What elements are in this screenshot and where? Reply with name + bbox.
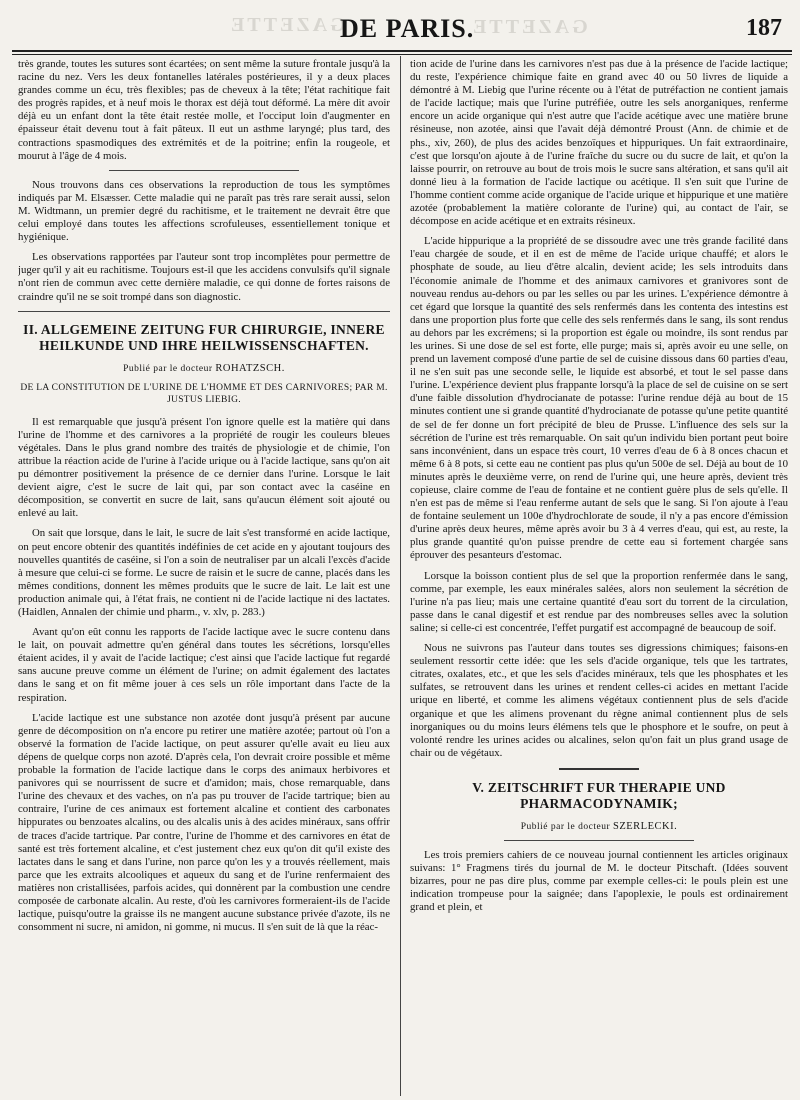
paragraph: tion acide de l'urine dans les carnivores n'est pas due à la présence de l'acide lactique; du reste, l'expérience chimique faite en grand avec 40 ou 50 livres de liquide a démontré à M. Liebig que l'urine récente ou à l'état de putréfaction ne contient jamais de l'acide lactique; mais que l'urine putréfiée, outre les sels anorganiques, renferme encore un acide organique qui n'est autre que l'acide acétique avec une matière brune résineuse, non azotée, ainsi que l'avait déjà démontré Proust (Ann. de chimie et de phs., xiv, 260), de plus des acides benzoïques et hippuriques. Un fait extraordinaire, c'est que lorsqu'on ajoute à de l'urine fraîche du sucre ou du sucre de lait, et qu'on la laisse pourrir, on retrouve au bout de trois mois le sucre sans altération, et sans qu'il ait donné lieu à la formation de l'acide lactique ou acétique. Il s'en suit que l'urine de l'homme contient comme acide organique de l'acide urique et hippurique et une matière azotée (probablement la matière colorante de l'urine) qui, au contact de l'air, se décompose en acide acétique et en extraits résineux. — [410, 58, 788, 228]
left-column — [18, 58, 390, 1098]
paragraph: Il est remarquable que jusqu'à présent l'on ignore quelle est la matière qui dans l'urine de l'homme et des carnivores a la propriété de rougir les couleurs bleues végétales. Dans le plus grand nombre des traités de physiologie et de chimie, l'on attribue la réaction acide de l'urine à l'acide urique ou à l'acide lactique, sans qu'on ait pu démontrer positivement la présence de ce dernier dans l'urine. Lorsque le lait devient aigre, c'est le sucre de lait qui, par son contact avec la caséine en décomposition, se convertit en sucre de lait, sans qu'aucun élément soit ajouté ou enlevé au lait. — [18, 415, 390, 520]
byline — [410, 820, 788, 834]
paragraph: On sait que lorsque, dans le lait, le sucre de lait s'est transformé en acide lactique, on peut encore obtenir des quantités indéfinies de cet acide en y ajoutant toujours des nouvelles quantités de caséine, si l'on a soin de neutraliser par un alcali l'excès d'acide à mesure que celui-ci se forme. Le sucre de raisin et le sucre de canne, placés dans les mêmes conditions, donnent les mêmes produits que le sucre de lait. Le lait est une production animale qui, à l'état frais, ne contient ni de l'acide lactique ni des lactates. (Haidlen, Annalen der chimie und pharm., v. xlv, p. 283.) — [18, 527, 390, 618]
header-rule-thin — [12, 54, 792, 55]
byline-author: ROHATZSCH. — [215, 362, 285, 374]
separator-rule — [504, 840, 694, 841]
byline-author: SZERLECKI. — [613, 820, 678, 832]
article-heading: DE LA CONSTITUTION DE L'URINE DE L'HOMME ET DES CARNIVORES; PAR M. JUSTUS LIEBIG. — [20, 382, 388, 405]
bleed-through-text: GAZETTE — [228, 14, 346, 36]
separator-rule — [559, 768, 639, 770]
paragraph: très grande, toutes les sutures sont écartées; on sent même la suture frontale jusqu'à la racine du nez. Vers les deux fontanelles latérales postérieures, il y a deux places grandes comme un écu, très flexibles; pas de cheveux à la tête; l'état rachitique fait des progrès rapides, et à neuf mois le thorax est déjà tout déformé. La mère dit avoir déjà eu un enfant dont la tête était restée molle, et l'occiput loin d'augmenter en épaisseur était devenu tout à fait pâteux. Il eut un asthme laryngé; plus tard, des contractions spasmodiques des extrémités et de la poitrine; enfin la rougeole, et mourut à l'âge de 4 mois. — [18, 58, 390, 162]
page-header — [0, 0, 800, 43]
paragraph: Nous ne suivrons pas l'auteur dans toutes ses digressions chimiques; faisons-en seulement ressortir cette idée: que les sels d'acide organique, tels que les tartrates, citrates, oxalates, etc., et que les sels d'acides minéraux, tels que les phosphates et les sulfates, se retrouvent dans les urines et rendent celles-ci acides en mettant l'acide urique en liberté, et comme les alimens végétaux contiennent plus de sels d'acide organique et que les alimens provenant du règne animal contiennent plus de sels inorganiques ou du moins leurs élémens tels que le phosphore et le soufre, on peut à volonté rendre les urines acides ou alcalines, selon qu'on fait un plus grand usage de chair ou de végétaux. — [410, 642, 788, 759]
paragraph: Les trois premiers cahiers de ce nouveau journal contiennent les articles originaux suivans: 1° Fragmens tirés du journal de M. le docteur Pitschaft. (Idées souvent bizarres, pour ne pas dire plus, comme par exemple celles-ci: le pouls plein est une indication trompeuse pour la saignée; dans l'apoplexie, le pouls est ordinairement grand et plein, et — [410, 848, 788, 914]
byline — [18, 362, 390, 376]
paragraph: Lorsque la boisson contient plus de sel que la proportion renfermée dans le sang, comme, par exemple, les eaux minérales salées, alors non seulement la sécrétion de l'urine n'a pas lieu; mais une certaine quantité d'eau sort du torrent de la circulation, passe dans le canal digestif et est rendue par des nombreuses selles avec la solution saline; si celle-ci est concentrée, l'effet purgatif est accompagné de beaucoup de soif. — [410, 569, 788, 634]
masthead-title: DE PARIS. — [340, 14, 475, 43]
section-title: V. ZEITSCHRIFT FUR THERAPIE UND PHARMACODYNAMIK; — [472, 779, 726, 811]
right-column — [410, 58, 788, 1098]
paragraph: Avant qu'on eût connu les rapports de l'acide lactique avec le sucre contenu dans le lait, on pouvait admettre qu'en général dans toutes les sécrétions, lorsqu'elles étaient acides, il y avait de l'acide lactique; c'est ainsi que l'acide lactique fut regardé sans aucune preuve comme un élément de l'urine; on admit également des lactates dans le sang et on fit même jouer à ces sels un rôle important dans l'acte de la respiration. — [18, 626, 390, 704]
paragraph: Nous trouvons dans ces observations la reproduction de tous les symptômes indiqués par M. Elsæsser. Cette maladie qui ne paraît pas très rare serait aussi, selon M. Widtmann, un premier degré du rachitisme, et le traitement ne devrait être que celui employé dans toutes les affections scrofuleuses, essentiellement tonique et hygiénique. — [18, 178, 390, 244]
header-rule — [12, 50, 792, 52]
byline-prefix: Publié par le docteur — [520, 821, 614, 832]
column-divider — [400, 56, 401, 1096]
bleed-through-text: GAZETTE — [470, 16, 588, 38]
byline-prefix: Publié par le docteur — [123, 363, 216, 374]
section-title: II. ALLGEMEINE ZEITUNG FUR CHIRURGIE, INNERE HEILKUNDE UND IHRE HEILWISSENSCHAFTEN. — [23, 321, 385, 353]
paragraph: Les observations rapportées par l'auteur sont trop incomplètes pour permettre de juger qu'il y ait eu rachitisme. Toujours est-il que les accidens convulsifs qu'il signale n'ont rien de commun avec cette dernière maladie, ce qui donne de fortes raisons de craindre qu'il ne se soit trompé dans son diagnostic. — [18, 251, 390, 303]
separator-rule — [109, 170, 299, 171]
page-number: 187 — [746, 15, 782, 41]
separator-rule — [18, 311, 390, 312]
paragraph: L'acide hippurique a la propriété de se dissoudre avec une très grande facilité dans l'eau chargée de soude, et il en est de même de l'acide urique chauffé; et alors le phosphate de soude, au lieu d'être alcalin, devient acide; les sels introduits dans l'économie animale de l'homme et des animaux carnivores et granivores sont de nouveau rendus au-dehors ou par les selles ou par les urines. L'expérience démontre à cet égard que lorsque la quantité des sels renfermés dans les contenta des intestins est dans une proportion plus forte que celle des sels renfermés dans le sang, ils sont rendus au dehors par les excrémens; si la proportion est égale ou moindre, ils sont rendus par les urines. Si une dose de sel est forte, elle purge; mais si, après avoir eu une selle, on prend un lavement composé d'une partie de sel de cuisine dissous dans 60 parties d'eau, il ne s'en suit pas une seconde selle, le liquide est absorbé, et tout le sel passe dans l'urine. L'expérience devient plus frappante lorsqu'à la place de sel de cuisine on se sert d'une faible dissolution d'hydrocianate de potasse: l'urine rendue déjà au bout de 15 minutes contient une si grande quantité d'hydrocianate de potasse qu'une petite quantité de sel de fer donne un fort précipité de bleu de Prusse. L'influence des sels sur la sécrétion de l'urine est très remarquable. On sait qu'un individu bien portant peut boire sans inconvénient, dans un espace très court, 10 verres d'eau de 6 à 8 onces chacun et même 6 à 8 pots, si cette eau ne contient pas plus qu'un 500e de sel. Déjà au bout de 10 minutes après le deuxième verre, on rend de l'urine qui, une heure après, devient très copieuse, claire comme de l'eau de fontaine et ne contient guère plus de sels qu'elle. Il n'en est pas de même si l'eau renferme autant de sels que le sang. Si l'on ajoute à l'eau de fontaine seulement un 100e d'hydrochlorate de soude, il n'y a pas encore d'émission d'urine après deux heures, même après avoir bu 3 à 4 verres d'eau, qui est, au reste, la plus grande quantité qu'on puisse prendre de cette eau si fortement chargée sans éprouver des pesanteurs d'estomac. — [410, 235, 788, 562]
paragraph: L'acide lactique est une substance non azotée dont jusqu'à présent par aucune genre de décomposition on n'a encore pu retirer une matière azotée; partout où l'on a observé la formation de l'acide lactique, on peut assurer qu'elle avait eu lieu aux dépens de quelque corps non azoté. D'après cela, l'on devrait croire possible et même probable la formation de l'acide lactique dans le corps des animaux herbivores et panivores qui se nourrissent de sucre et d'amidon; mais, chose remarquable, dans l'urine des chevaux et des vaches, on n'a pas pu trouver de l'acide tartrique; bien au contraire, l'urine de ces animaux est fortement alcaline et contient des carbonates hippurates ou benzoates alcalins, ou des alcalis unis à des acides minéraux, sans offrir de traces d'acide tartrique. Par contre, l'urine de l'homme et des carnivores en état de santé est très fortement alcaline, et c'est justement chez eux qu'on dit qu'il existe des lactates dans le sang et dans l'urine, non parce qu'on les y a trouvés réellement, mais parce que les extraits alcooliques et aqueux du sang et de l'urine renfermaient des matières non cristallisées, parfois acides, qui donnèrent par la combustion une cendre composée de carbonate alcalin. Au reste, d'où les carnivores formeraient-ils de l'acide lactique, puisqu'outre la graisse ils ne mangent aucune substance privée d'azote, ils ne consomment ni sucre, ni amidon, ni gomme, ni mucus. Il s'en suit de là que la réac- — [18, 711, 390, 934]
